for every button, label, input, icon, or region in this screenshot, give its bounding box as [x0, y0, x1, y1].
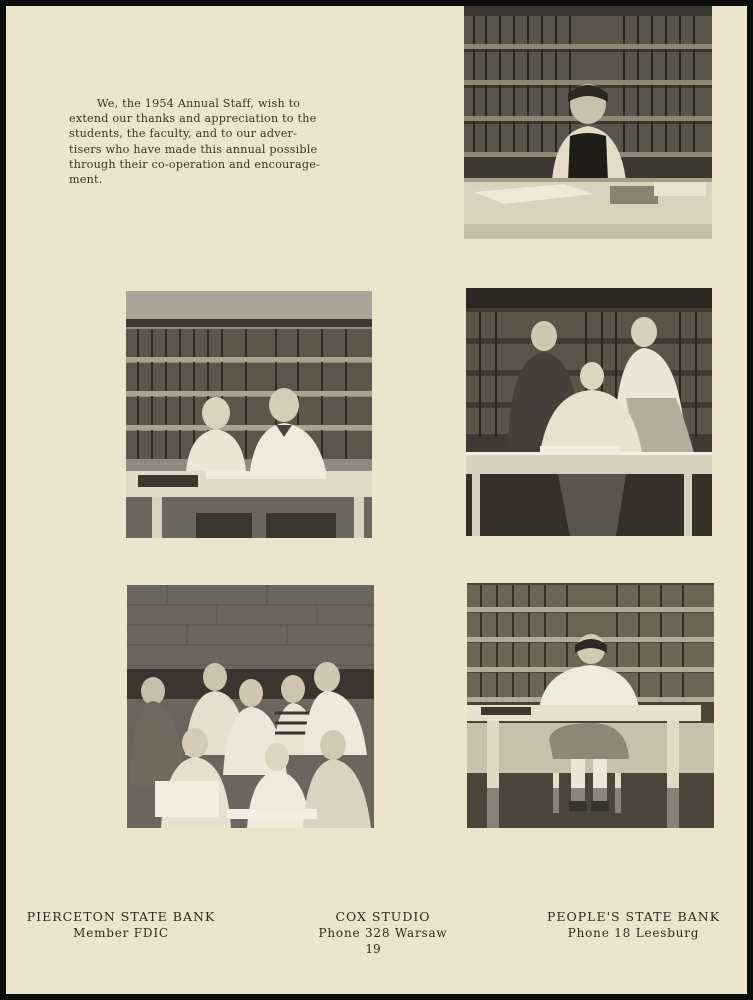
intro-line: We, the 1954 Annual Staff, wish to — [97, 97, 301, 110]
advertiser-name: PEOPLE'S STATE BANK — [546, 909, 721, 924]
advertiser-detail: Member FDIC — [73, 926, 169, 940]
acknowledgement-text — [69, 96, 389, 187]
advertiser-detail: Phone 18 Leesburg — [567, 926, 700, 940]
photo-student-at-table — [467, 583, 714, 828]
footer-advertiser-left — [6, 908, 236, 942]
yearbook-page — [6, 6, 747, 994]
intro-line: ment. — [69, 173, 103, 187]
photo-three-students-at-table — [466, 288, 712, 536]
footer-advertiser-right — [526, 908, 741, 942]
intro-line: extend our thanks and appreciation to the — [69, 112, 317, 126]
intro-line: through their co-operation and encourage- — [69, 157, 321, 171]
photo-librarian-at-desk — [464, 6, 712, 239]
advertiser-name: PIERCETON STATE BANK — [26, 909, 216, 924]
intro-line: students, the faculty, and to our adver- — [69, 127, 298, 141]
advertiser-name: COX STUDIO — [335, 909, 431, 924]
page-number: 19 — [365, 942, 381, 956]
photo-two-students-reading — [126, 291, 372, 538]
photo-student-group — [127, 585, 374, 828]
footer-advertiser-center — [268, 908, 498, 942]
advertiser-detail: Phone 328 Warsaw — [318, 926, 448, 940]
intro-line: tisers who have made this annual possible — [69, 142, 318, 156]
